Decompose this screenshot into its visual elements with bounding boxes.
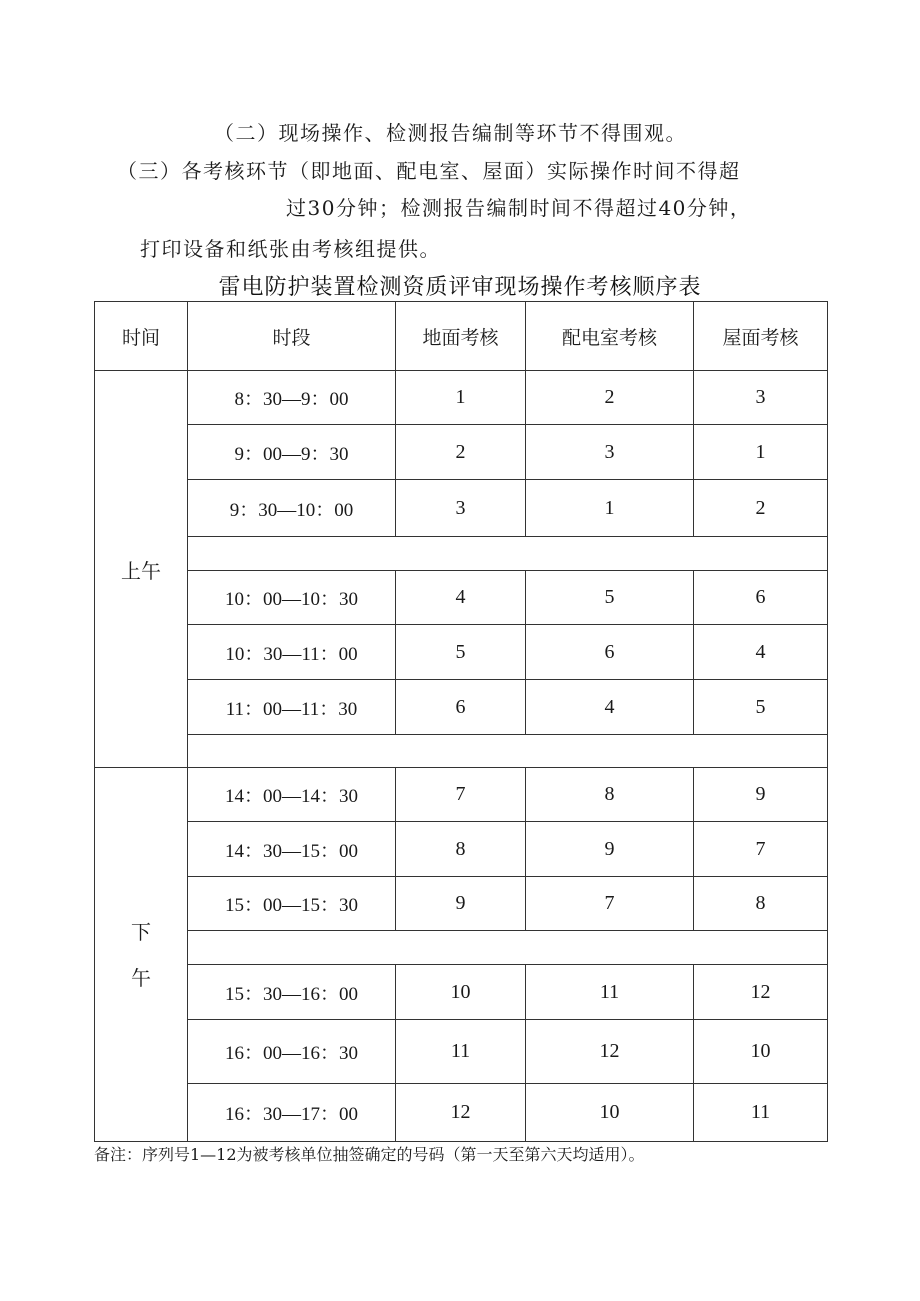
table-note: 备注：序列号1—12为被考核单位抽签确定的号码（第一天至第六天均适用）。: [94, 1145, 645, 1164]
break-row: [95, 931, 828, 965]
ground-cell: 1: [396, 371, 526, 425]
table-row: [95, 877, 828, 931]
ground-cell: 9: [396, 877, 526, 931]
table-row: [95, 571, 828, 625]
distribution-cell: 11: [526, 965, 694, 1020]
table-row: [95, 680, 828, 735]
distribution-cell: 1: [526, 480, 694, 537]
ground-cell: 6: [396, 680, 526, 735]
distribution-cell: 8: [526, 768, 694, 822]
distribution-cell: 12: [526, 1020, 694, 1084]
paragraph-item-3-cont: 过30分钟；检测报告编制时间不得超过40分钟，: [286, 196, 752, 220]
segment-cell: 15：00—15：30: [188, 877, 396, 931]
roof-cell: 2: [694, 480, 828, 537]
segment-cell: 15：30—16：00: [188, 965, 396, 1020]
segment-cell: 14：00—14：30: [188, 768, 396, 822]
distribution-cell: 10: [526, 1084, 694, 1142]
roof-cell: 1: [694, 425, 828, 480]
segment-cell: 9：30—10：00: [188, 480, 396, 537]
distribution-cell: 4: [526, 680, 694, 735]
break-cell: [188, 931, 828, 965]
segment-cell: 16：00—16：30: [188, 1020, 396, 1084]
roof-cell: 9: [694, 768, 828, 822]
segment-cell: 16：30—17：00: [188, 1084, 396, 1142]
segment-cell: 8：30—9：00: [188, 371, 396, 425]
roof-cell: 6: [694, 571, 828, 625]
paragraph-item-3: （三）各考核环节（即地面、配电室、屋面）实际操作时间不得超: [117, 159, 741, 183]
roof-cell: 4: [694, 625, 828, 680]
schedule-table: [94, 301, 828, 1142]
ground-cell: 10: [396, 965, 526, 1020]
ground-cell: 12: [396, 1084, 526, 1142]
distribution-cell: 2: [526, 371, 694, 425]
paragraph-item-2: （二）现场操作、检测报告编制等环节不得围观。: [214, 121, 687, 145]
ground-cell: 8: [396, 822, 526, 877]
period-afternoon-char-2: 午: [131, 965, 151, 990]
roof-cell: 5: [694, 680, 828, 735]
header-segment: 时段: [188, 302, 396, 371]
segment-cell: 10：00—10：30: [188, 571, 396, 625]
break-cell: [188, 537, 828, 571]
roof-cell: 7: [694, 822, 828, 877]
segment-cell: 11：00—11：30: [188, 680, 396, 735]
ground-cell: 5: [396, 625, 526, 680]
ground-cell: 3: [396, 480, 526, 537]
distribution-cell: 6: [526, 625, 694, 680]
period-afternoon-char-1: 下: [131, 919, 151, 944]
roof-cell: 3: [694, 371, 828, 425]
table-row: [95, 965, 828, 1020]
table-title: 雷电防护装置检测资质评审现场操作考核顺序表: [218, 275, 702, 300]
lunch-break-row: [95, 735, 828, 768]
break-row: [95, 537, 828, 571]
table-row: [95, 1084, 828, 1142]
paragraph-item-3-end: 打印设备和纸张由考核组提供。: [140, 237, 441, 261]
table-row: [95, 371, 828, 425]
segment-cell: 10：30—11：00: [188, 625, 396, 680]
table-row: [95, 625, 828, 680]
ground-cell: 7: [396, 768, 526, 822]
roof-cell: 10: [694, 1020, 828, 1084]
distribution-cell: 3: [526, 425, 694, 480]
lunch-break-cell: [188, 735, 828, 768]
ground-cell: 11: [396, 1020, 526, 1084]
header-time: 时间: [95, 302, 188, 371]
distribution-cell: 7: [526, 877, 694, 931]
header-distribution: 配电室考核: [526, 302, 694, 371]
segment-cell: 9：00—9：30: [188, 425, 396, 480]
segment-cell: 14：30—15：00: [188, 822, 396, 877]
table-row: [95, 480, 828, 537]
header-row: [95, 302, 828, 371]
header-roof: 屋面考核: [694, 302, 828, 371]
table-row: [95, 822, 828, 877]
roof-cell: 8: [694, 877, 828, 931]
table-row: [95, 1020, 828, 1084]
period-afternoon: [95, 768, 188, 1142]
ground-cell: 4: [396, 571, 526, 625]
roof-cell: 12: [694, 965, 828, 1020]
ground-cell: 2: [396, 425, 526, 480]
distribution-cell: 9: [526, 822, 694, 877]
period-morning: 上午: [95, 371, 188, 768]
distribution-cell: 5: [526, 571, 694, 625]
roof-cell: 11: [694, 1084, 828, 1142]
table-row: [95, 768, 828, 822]
header-ground: 地面考核: [396, 302, 526, 371]
table-row: [95, 425, 828, 480]
